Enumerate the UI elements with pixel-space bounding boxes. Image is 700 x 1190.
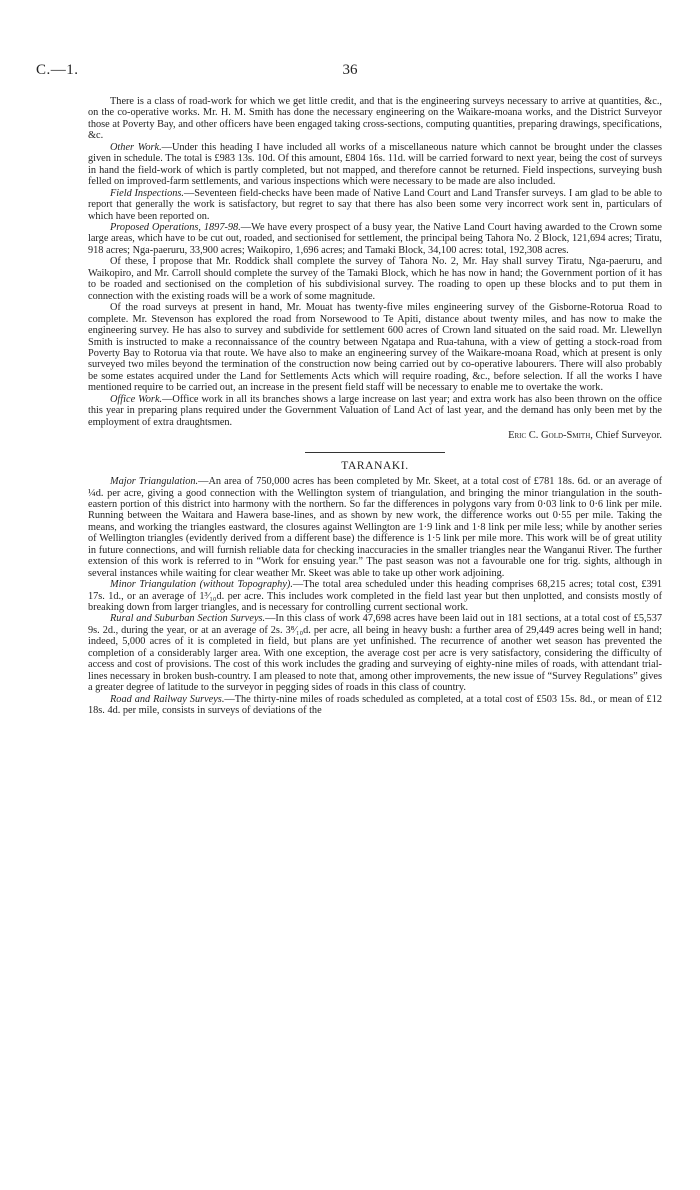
document-reference: C.—1. [36, 62, 79, 78]
paragraph-text: —In this class of work 47,698 acres have been laid out in 181 sections, at a total cost of £5,537 9s. 2d., during the year, or at an average of 2s. 3⁸⁄₁₀d. per acre, all being in heavy bush: a further area of 29,449 acres being well in hand; indeed, 5,000 acres of it is completed in field, but plans are yet unfinished. The recurrence of another wet season has prevented the completion of a considerably larger area. With one exception, the average cost per acre is very satisfactory, considering the difficulty of access and cost of provisions. The cost of this work includes the grading and surveying of eighty-nine miles of roads, with attendant trial-lines necessary in broken bush-country. I am pleased to note that, among other improvements, the new issue of “Survey Regulations” gives a greater degree of latitude to the surveyor in pegging sides of roads in this class of country. [88, 613, 662, 694]
signature [88, 430, 662, 441]
paragraph-heading: Rural and Suburban Section Surveys. [110, 613, 266, 625]
paragraph-heading: Office Work. [110, 393, 163, 405]
paragraph [88, 394, 662, 428]
paragraph [88, 613, 662, 693]
paragraph [88, 302, 662, 394]
paragraph [88, 256, 662, 302]
paragraph [88, 188, 662, 222]
paragraph [88, 579, 662, 613]
signature-name: Eric C. Gold-Smith [508, 430, 591, 442]
paragraph-text: Of the road surveys at present in hand, Mr. Mouat has twenty-five miles engineering survey of the Gisborne-Rotorua Road to complete. Mr. Stevenson has explored the road from Norsewood to Te Apiti, distance about twenty miles, and has now to make the engineering survey. He has also to survey and subdivide for settlement 600 acres of Crown land situated on the said road. Mr. Llewellyn Smith is instructed to make a reconnaissance of the country between Ngatapa and Rua-tahuna, with a view of getting a stock-road from Poverty Bay to Rotorua via that route. We have also to make an engineering survey of the Waikare-moana Road, which at present is only surveyed two miles beyond the termination of the construction now being carried out by co-operative labourers. There will also probably be some estates acquired under the Land for Settlements Acts which will require roading, &c., before selection. If all the works I have mentioned require to be carried out, an increase in the present field staff will be necessary to enable me to overtake the work. [88, 302, 662, 394]
paragraph [88, 142, 662, 188]
section-title: TARANAKI. [341, 459, 409, 472]
paragraph [88, 96, 662, 142]
paragraph-text: There is a class of road-work for which we get little credit, and that is the engineering surveys necessary to arrive at quantities, &c., on the co-operative works. Mr. H. M. Smith has done the necessary engineering on the Waikare-moana works, and the District Surveyor those at Poverty Bay, and other officers have been engaged taking cross-sections, computing quantities, preparing drawings, specifications, &c. [88, 96, 662, 142]
paragraph-text: —An area of 750,000 acres has been completed by Mr. Skeet, at a total cost of £781 18s. 6d. or an average of ¼d. per acre, giving a good connection with the Wellington system of triangulation, and bringing the minor triangulation in the south-eastern portion of this district into harmony with the northern. So far the differences in polygons vary from 0·03 link to 0·6 link per mile. Running between the Waitara and Hawera base-lines, and as shown by new work, the difference works out 0·55 per mile. Taking the means, and working the triangles eastward, the closures against Wellington are 1·9 link and 1·8 link per mile less; while by another series of Wellington triangles (evidently derived from a different base) the difference is 1·5 link per mile more. This work will be of great utility in future connections, and will furnish reliable data for checking inaccuracies in the smaller triangles near the Wanganui River. The further extension of this work is referred to in “Work for ensuing year.” The past season was not a favourable one for trig. sights, although in several instances while waiting for clear weather Mr. Skeet was able to take up other work adjoining. [88, 476, 663, 579]
body-text [88, 96, 662, 717]
paragraph-heading: Major Triangulation. [110, 476, 199, 488]
paragraph-text: —Office work in all its branches shows a large increase on last year; and extra work has also been thrown on the office this year in preparing plans required under the Government Valuation of Land Act of last year, and the demand has only been met by the employment of extra draughtsmen. [88, 393, 662, 428]
paragraph-text: —The total area scheduled under this heading comprises 68,215 acres; total cost, £391 17s. 1d., or an average of 1³⁄₁₀d. per acre. This includes work completed in the field last year but then unplotted, and consists mostly of breaking down from larger triangles, and is necessary for controlling current sectional work. [88, 579, 663, 614]
paragraph-heading: Field Inspections. [110, 187, 184, 199]
paragraph-text: Of these, I propose that Mr. Roddick shall complete the survey of Tahora No. 2, Mr. Hay shall survey Tiratu, Nga-paeruru, and Waikopiro, and Mr. Carroll should complete the survey of the Tamaki Block, which he has now in hand; the Government portion of it has to be roaded and sectionised on the completion of his subdivisional survey. The roading to open up these blocks and to put them in connection with the existing roads will be a work of some magnitude. [88, 256, 662, 302]
paragraph-heading: Minor Triangulation (without Topography). [110, 579, 293, 591]
paragraph-text: —Under this heading I have included all works of a miscellaneous nature which cannot be brought under the classes given in schedule. The total is £983 13s. 10d. Of this amount, £804 16s. 11d. will be carried forward to next year, being the cost of surveys in hand the field-work of which is partly completed, but not mapped, and therefore cannot be returned. Field inspections, surveying bush felled on improved-farm settlements, and various inspections which were necessary to be made are also included. [88, 141, 662, 188]
paragraph [88, 476, 662, 579]
section-divider [305, 452, 445, 453]
paragraph-heading: Other Work. [110, 141, 162, 153]
paragraph [88, 222, 662, 256]
paragraph-heading: Road and Railway Surveys. [110, 693, 225, 705]
paragraph [88, 694, 662, 717]
paragraph-text: —Seventeen field-checks have been made of Native Land Court and Land Transfer surveys. I am glad to be able to report that generally the work is satisfactory, but regret to say that there has also been some very incorrect work sent in, particulars of which have been reported on. [88, 187, 663, 222]
page-number: 36 [342, 62, 358, 78]
paragraph-heading: Proposed Operations, 1897-98. [110, 221, 241, 233]
signature-title: , Chief Surveyor. [590, 430, 662, 442]
page-header [36, 62, 664, 82]
paragraph-text: —We have every prospect of a busy year, the Native Land Court having awarded to the Crown some large areas, which have to be cut out, roaded, and sectionised for settlement, the principal being Tahora No. 2 Block, 121,694 acres; Tiratu, 918 acres; Nga-paeruru, 33,900 acres; Waikopiro, 1,696 acres; and Tamaki Block, 34,100 acres: total, 192,308 acres. [88, 221, 662, 256]
paragraph-text: —The thirty-nine miles of roads scheduled as completed, at a total cost of £503 15s. 8d., or mean of £12 18s. 4d. per mile, consists in surveys of deviations of the [88, 693, 662, 717]
